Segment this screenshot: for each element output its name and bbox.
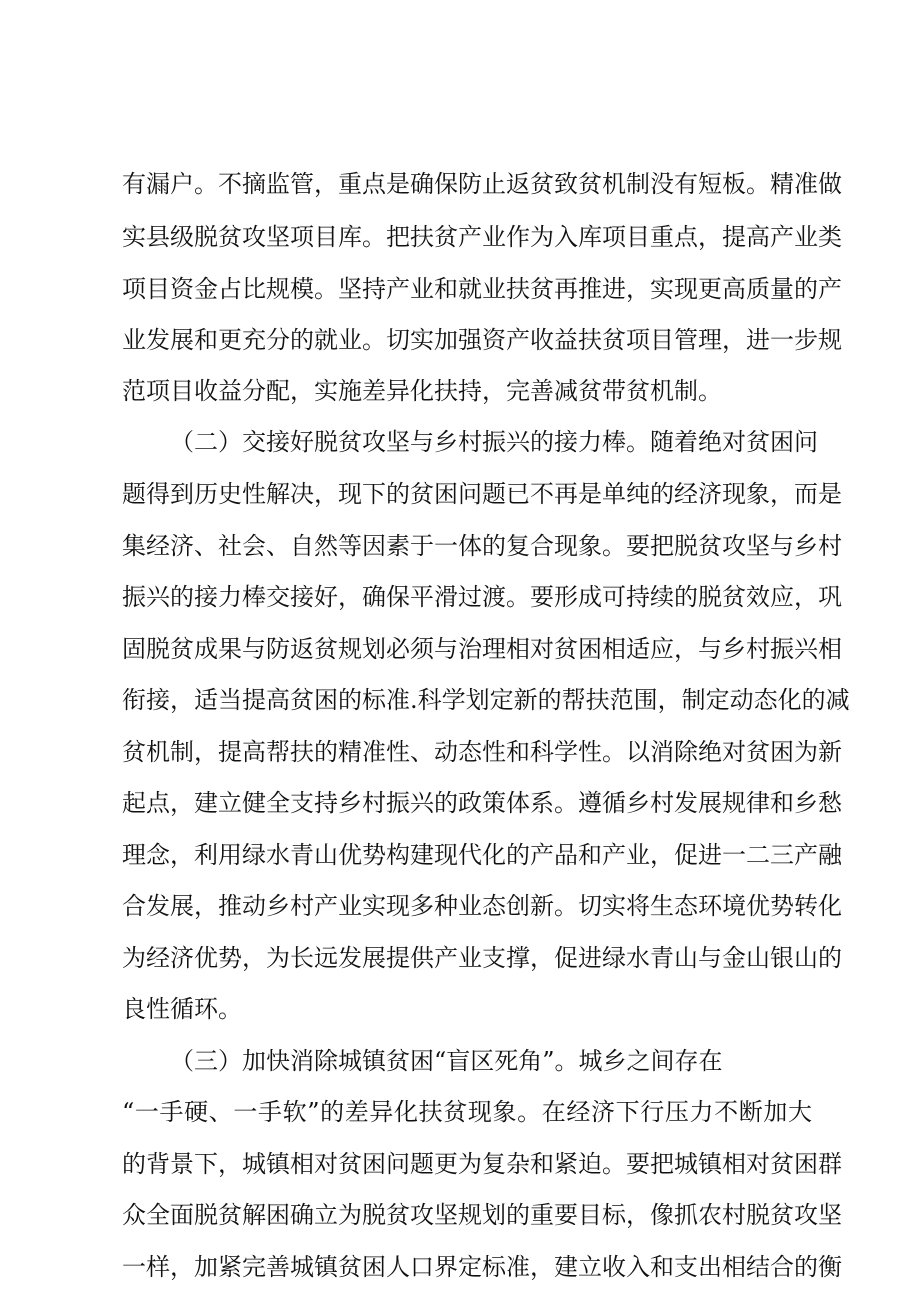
text-line: “一手硬、一手软”的差异化扶贫现象。在经济下行压力不断加大 [122, 1098, 812, 1126]
text-line: 贫机制，提高帮扶的精准性、动态性和科学性。以消除绝对贫困为新 [122, 738, 842, 766]
text-line: 的背景下，城镇相对贫困问题更为复杂和紧迫。要把城镇相对贫困群 [122, 1150, 842, 1178]
section-heading-line: （二）交接好脱贫攻坚与乡村振兴的接力棒。随着绝对贫困问 [170, 428, 818, 456]
text-line: 良性循环。 [122, 995, 242, 1023]
text-line: 实县级脱贫攻坚项目库。把扶贫产业作为入库项目重点，提高产业类 [122, 223, 842, 251]
text-line: 衔接，适当提高贫困的标准.科学划定新的帮扶范围，制定动态化的减 [122, 686, 850, 714]
section-heading-line: （三）加快消除城镇贫困“盲区死角”。城乡之间存在 [170, 1047, 723, 1075]
text-line: 固脱贫成果与防返贫规划必须与治理相对贫困相适应，与乡村振兴相 [122, 635, 842, 663]
text-line: 为经济优势，为长远发展提供产业支撑，促进绿水青山与金山银山的 [122, 944, 842, 972]
text-line: 起点，建立健全支持乡村振兴的政策体系。遵循乡村发展规律和乡愁 [122, 789, 842, 817]
text-line: 集经济、社会、自然等因素于一体的复合现象。要把脱贫攻坚与乡村 [122, 532, 842, 560]
text-line: 项目资金占比规模。坚持产业和就业扶贫再推进，实现更高质量的产 [122, 275, 842, 303]
text-line: 范项目收益分配，实施差异化扶持，完善减贫带贫机制。 [122, 377, 722, 405]
text-line: 振兴的接力棒交接好，确保平滑过渡。要形成可持续的脱贫效应，巩 [122, 583, 842, 611]
text-line: 业发展和更充分的就业。切实加强资产收益扶贫项目管理，进一步规 [122, 326, 842, 354]
text-line: 一样，加紧完善城镇贫困人口界定标准，建立收入和支出相结合的衡 [122, 1253, 842, 1281]
text-line: 题得到历史性解决，现下的贫困问题已不再是单纯的经济现象，而是 [122, 480, 842, 508]
text-line: 有漏户。不摘监管，重点是确保防止返贫致贫机制没有短板。精准做 [122, 170, 842, 198]
text-line: 合发展，推动乡村产业实现多种业态创新。切实将生态环境优势转化 [122, 892, 842, 920]
text-line: 理念，利用绿水青山优势构建现代化的产品和产业，促进一二三产融 [122, 841, 842, 869]
text-line: 众全面脱贫解困确立为脱贫攻坚规划的重要目标，像抓农村脱贫攻坚 [122, 1201, 842, 1229]
